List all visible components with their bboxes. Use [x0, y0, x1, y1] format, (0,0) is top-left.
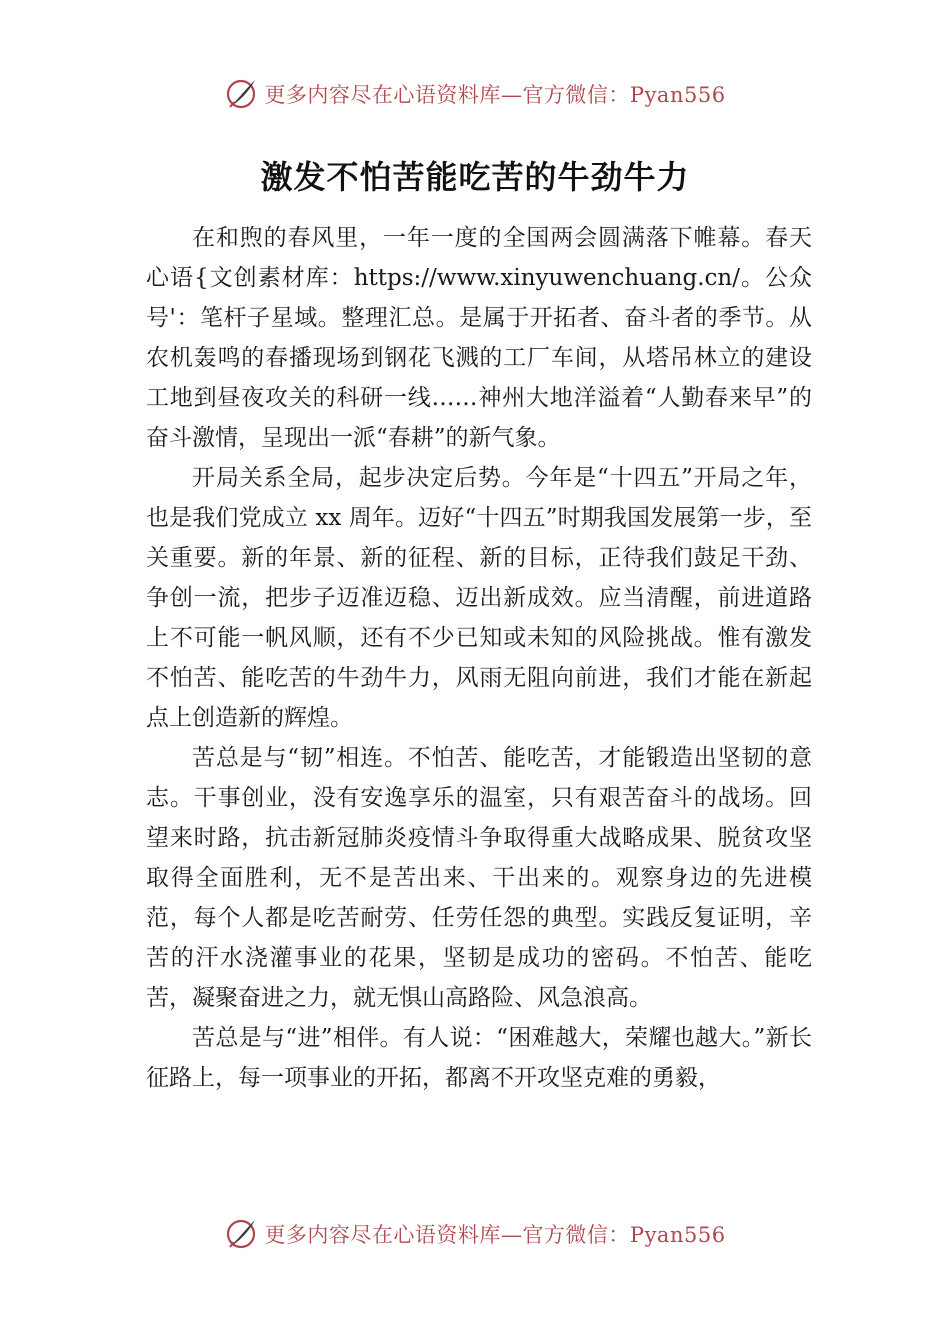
banner-wechat-text: 官方微信：Pyan556 — [522, 83, 726, 107]
paragraph-1: 在和煦的春风里，一年一度的全国两会圆满落下帷幕。春天心语{文创素材库：https://www.xinyuwenchuang.cn/。公众号'：笔杆子星域。整理汇总。是属于开拓者、奋斗者的季节。从农机轰鸣的春播现场到钢花飞溅的工厂车间，从塔吊林立的建设工地到昼夜攻关的科研一线……神州大地洋溢着“人勤春来早”的奋斗激情，呈现出一派“春耕”的新气象。 — [146, 225, 812, 451]
quill-pen-logo-icon — [224, 77, 258, 111]
paragraph-4: 苦总是与“进”相伴。有人说：“困难越大，荣耀也越大。”新长征路上，每一项事业的开拓，都离不开攻坚克难的勇毅， — [146, 1025, 812, 1091]
document-title: 激发不怕苦能吃苦的牛劲牛力 — [260, 158, 690, 196]
document-body — [146, 218, 812, 1098]
banner-wechat-text: 官方微信：Pyan556 — [522, 1223, 726, 1247]
banner-dash: — — [500, 83, 523, 107]
banner-text — [264, 1219, 725, 1249]
header-banner — [0, 72, 950, 116]
banner-main-text: 更多内容尽在心语资料库 — [264, 1223, 501, 1247]
paragraph-3: 苦总是与“韧”相连。不怕苦、能吃苦，才能锻造出坚韧的意志。干事创业，没有安逸享乐的温室，只有艰苦奋斗的战场。回望来时路，抗击新冠肺炎疫情斗争取得重大战略成果、脱贫攻坚取得全面胜利，无不是苦出来、干出来的。观察身边的先进模范，每个人都是吃苦耐劳、任劳任怨的典型。实践反复证明，辛苦的汗水浇灌事业的花果，坚韧是成功的密码。不怕苦、能吃苦，凝聚奋进之力，就无惧山高路险、风急浪高。 — [146, 745, 812, 1011]
paragraph-2: 开局关系全局，起步决定后势。今年是“十四五”开局之年，也是我们党成立 xx 周年。迈好“十四五”时期我国发展第一步，至关重要。新的年景、新的征程、新的目标，正待我们鼓足干劲、争创一流，把步子迈准迈稳、迈出新成效。应当清醒，前进道路上不可能一帆风顺，还有不少已知或未知的风险挑战。惟有激发不怕苦、能吃苦的牛劲牛力，风雨无阻向前进，我们才能在新起点上创造新的辉煌。 — [146, 465, 812, 731]
banner-main-text: 更多内容尽在心语资料库 — [264, 83, 501, 107]
quill-pen-logo-icon — [224, 1217, 258, 1251]
banner-dash: — — [500, 1223, 523, 1247]
footer-banner — [0, 1212, 950, 1256]
banner-text — [264, 79, 725, 109]
